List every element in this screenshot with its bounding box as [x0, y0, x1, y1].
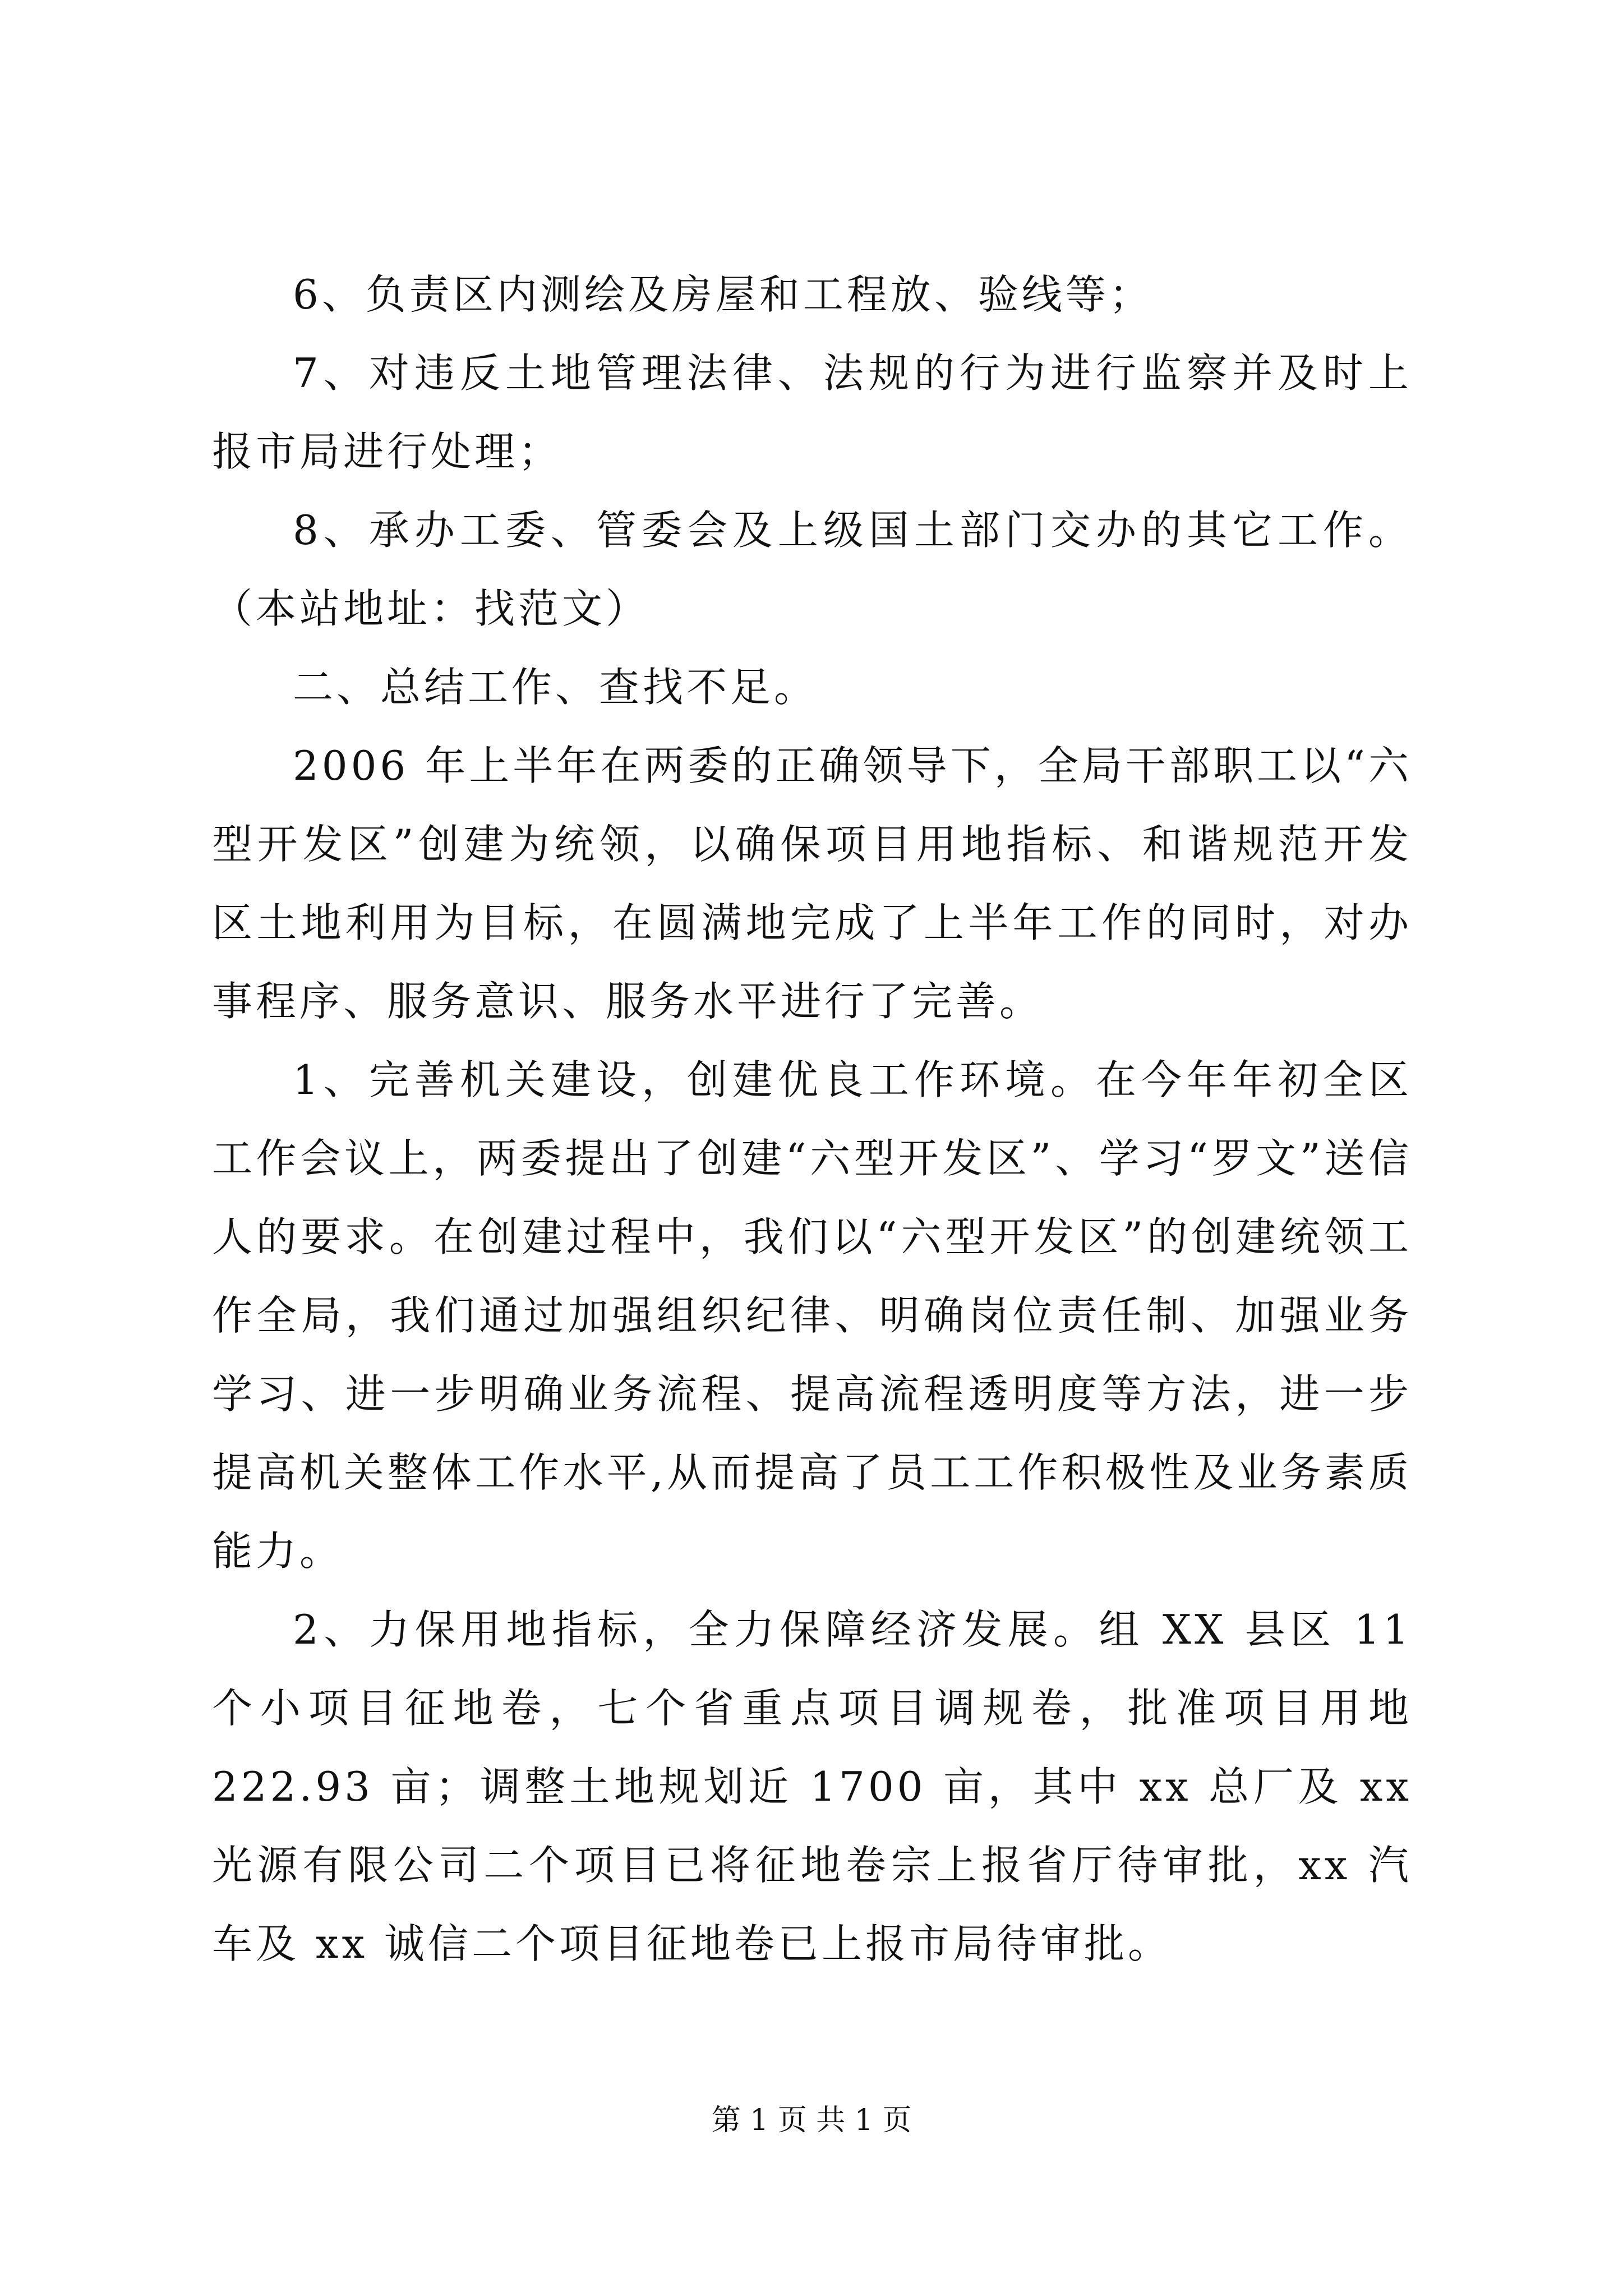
page-footer: 第 1 页 共 1 页 — [711, 2104, 912, 2137]
paragraph-item-6: 6、负责区内测绘及房屋和工程放、验线等； — [293, 271, 1153, 318]
paragraph-point-1: 1、完善机关建设，创建优良工作环境。在今年年初全区工作会议上，两委提出了创建“六型开发区”、学习“罗文”送信人的要求。在创建过程中，我们以“六型开发区”的创建统领工作全局，我们通过加强组织纪律、明确岗位责任制、加强业务学习、进一步明确业务流程、提高流程透明度等方法，进一步提高机关整体工作水平,从而提高了员工工作积极性及业务素质能力。 — [212, 1056, 1412, 1575]
paragraph-point-2: 2、力保用地指标，全力保障经济发展。组 XX 县区 11 个小项目征地卷，七个省重点项目调规卷，批准项目用地 222.93 亩；调整土地规划近 1700 亩，其中 xx 总厂及 xx 光源有限公司二个项目已将征地卷宗上报省厅待审批，xx 汽车及 xx 诚信二个项目征地卷已上报市局待审批。 — [212, 1606, 1412, 1967]
paragraph-summary: 2006 年上半年在两委的正确领导下，全局干部职工以“六型开发区”创建为统领，以确保项目用地指标、和谐规范开发区土地利用为目标，在圆满地完成了上半年工作的同时，对办事程序、服务意识、服务水平进行了完善。 — [212, 742, 1412, 1025]
paragraph-item-8: 8、承办工委、管委会及上级国土部门交办的其它工作。（本站地址：找范文） — [212, 507, 1412, 632]
paragraph-item-7: 7、对违反土地管理法律、法规的行为进行监察并及时上报市局进行处理； — [212, 349, 1412, 475]
document-body — [212, 255, 1412, 1983]
section-heading: 二、总结工作、查找不足。 — [293, 664, 818, 711]
